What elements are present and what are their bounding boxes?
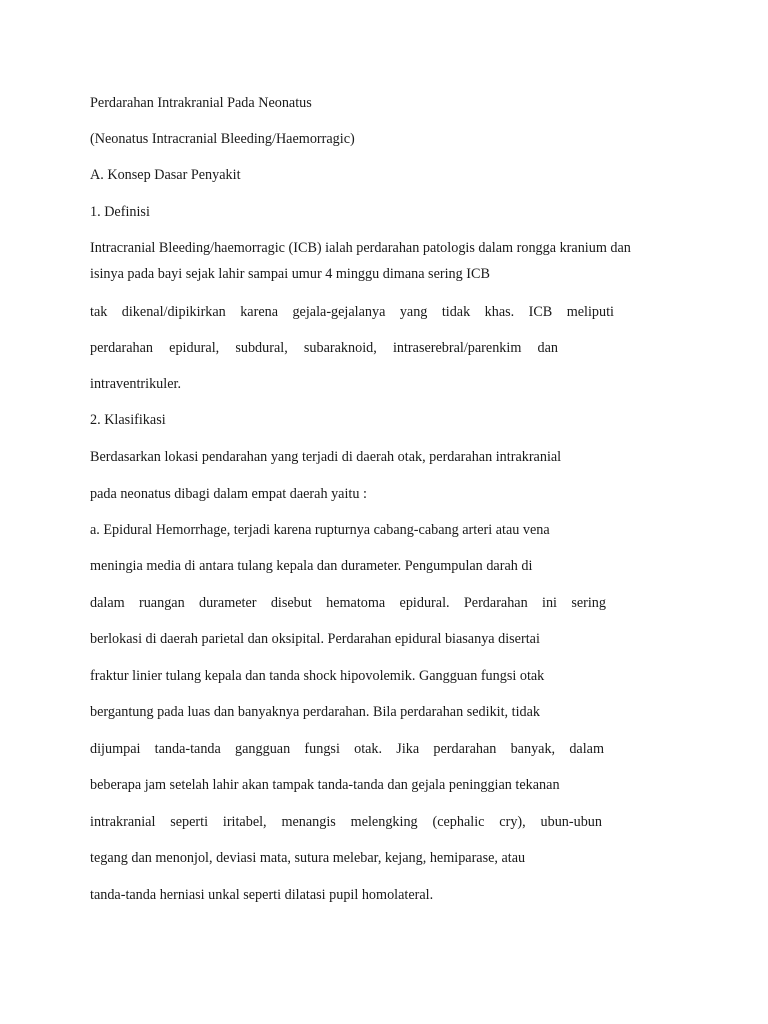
paragraph-line: dijumpai tanda-tanda gangguan fungsi otak. Jika perdarahan banyak, dalam [90,741,604,757]
paragraph-line: intraventrikuler. [90,376,182,392]
paragraph-line: beberapa jam setelah lahir akan tampak tanda-tanda dan gejala peninggian tekanan [90,777,560,793]
paragraph-line: berlokasi di daerah parietal dan oksipital. Perdarahan epidural biasanya disertai [90,631,540,647]
heading-klasifikasi: 2. Klasifikasi [90,412,166,428]
paragraph-line: Intracranial Bleeding/haemorragic (ICB) ialah perdarahan patologis dalam rongga kranium dan [90,240,631,256]
paragraph-line: tanda-tanda herniasi unkal seperti dilatasi pupil homolateral. [90,887,434,903]
paragraph-line: isinya pada bayi sejak lahir sampai umur 4 minggu dimana sering ICB [90,266,490,282]
paragraph-line: meningia media di antara tulang kepala dan durameter. Pengumpulan darah di [90,558,533,574]
paragraph-line: pada neonatus dibagi dalam empat daerah yaitu : [90,486,367,502]
paragraph-line: intrakranial seperti iritabel, menangis melengking (cephalic cry), ubun-ubun [90,814,602,830]
paragraph-line: perdarahan epidural, subdural, subaraknoid, intraserebral/parenkim dan [90,340,558,356]
paragraph-line: tegang dan menonjol, deviasi mata, sutura melebar, kejang, hemiparase, atau [90,850,526,866]
paragraph-line: a. Epidural Hemorrhage, terjadi karena rupturnya cabang-cabang arteri atau vena [90,522,550,538]
document-title: Perdarahan Intrakranial Pada Neonatus [90,95,312,111]
paragraph-line: fraktur linier tulang kepala dan tanda shock hipovolemik. Gangguan fungsi otak [90,668,545,684]
section-heading-a: A. Konsep Dasar Penyakit [90,167,241,183]
paragraph-line: tak dikenal/dipikirkan karena gejala-gejalanya yang tidak khas. ICB meliputi [90,304,614,320]
heading-definisi: 1. Definisi [90,204,150,220]
document-subtitle: (Neonatus Intracranial Bleeding/Haemorragic) [90,131,355,147]
paragraph-line: Berdasarkan lokasi pendarahan yang terjadi di daerah otak, perdarahan intrakranial [90,449,562,465]
paragraph-line: dalam ruangan durameter disebut hematoma epidural. Perdarahan ini sering [90,595,606,611]
paragraph-line: bergantung pada luas dan banyaknya perdarahan. Bila perdarahan sedikit, tidak [90,704,541,720]
